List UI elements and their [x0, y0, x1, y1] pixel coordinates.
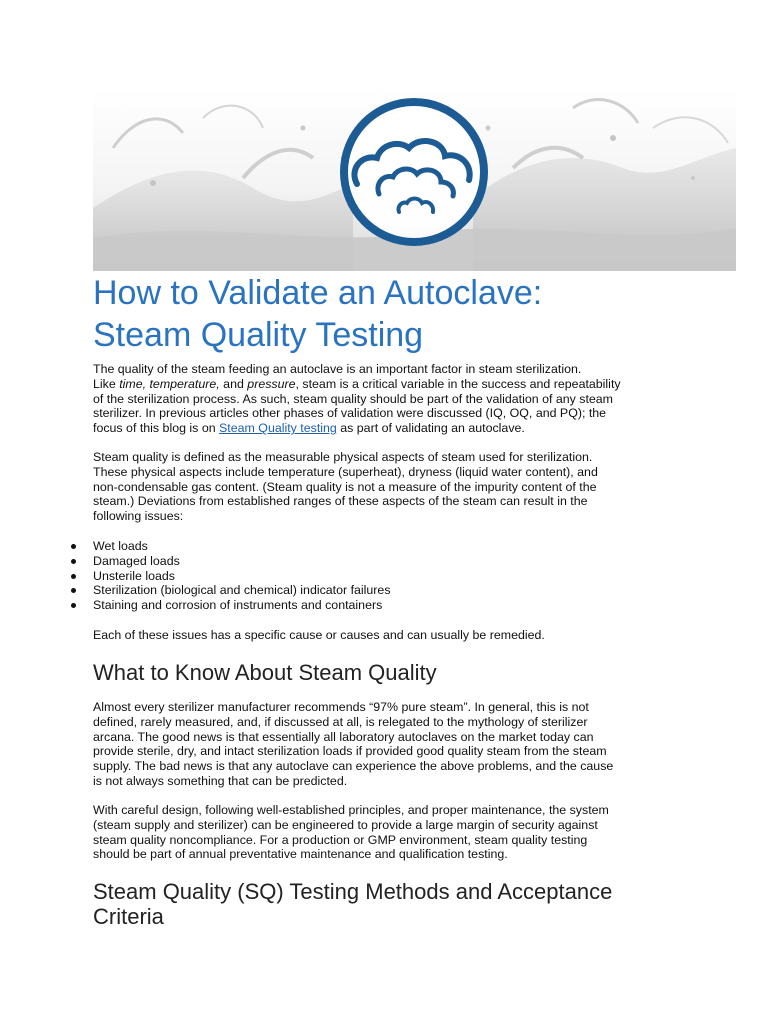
remedy-paragraph: [93, 628, 683, 643]
bullet-icon: [71, 544, 76, 549]
steam-quality-testing-link[interactable]: Steam Quality testing: [219, 421, 337, 436]
list-item: [0, 583, 600, 598]
paragraph-line: provide sterile, dry, and intact sterilization loads if provided good quality steam from the steam: [93, 744, 607, 759]
cloud-logo-icon: [342, 100, 486, 244]
definition-line: non-condensable gas content. (Steam quality is not a measure of the impurity content of the: [93, 479, 597, 494]
paragraph-line: supply. The bad news is that any autoclave can experience the above problems, and the cause: [93, 759, 614, 774]
definition-line: Steam quality is defined as the measurable physical aspects of steam used for sterilization.: [93, 450, 593, 464]
bullet-icon: [71, 559, 76, 564]
bullet-icon: [71, 603, 76, 608]
text-fragment: , steam is a critical variable in the success and repeatability: [295, 376, 621, 391]
list-item-text: Wet loads: [93, 539, 148, 553]
emphasis-text: time, temperature,: [119, 376, 220, 391]
text-fragment: and: [219, 376, 248, 391]
paragraph-line: arcana. The good news is that essentially all laboratory autoclaves on the market today can: [93, 729, 594, 744]
page-title: [93, 272, 733, 356]
definition-line: steam.) Deviations from established ranges of these aspects of the steam can result in the: [93, 494, 588, 509]
section-heading-text: Criteria: [93, 904, 164, 929]
bullet-icon: [71, 588, 76, 593]
header-banner-image: [93, 88, 736, 271]
paragraph-line: Almost every sterilizer manufacturer recommends “97% pure steam”. In general, this is not: [93, 700, 589, 714]
definition-line: following issues:: [93, 509, 184, 524]
section-heading-steam-quality: [93, 660, 713, 685]
bullet-icon: [71, 574, 76, 579]
intro-line: sterilizer. In previous articles other phases of validation were discussed (IQ, OQ, and PQ); the: [93, 406, 607, 421]
remedy-line: Each of these issues has a specific cause or causes and can usually be remedied.: [93, 628, 545, 642]
list-item: [0, 569, 600, 584]
paragraph-line: With careful design, following well-established principles, and proper maintenance, the system: [93, 803, 609, 817]
title-line-2: Steam Quality Testing: [93, 316, 424, 354]
list-item-text: Staining and corrosion of instruments and containers: [93, 598, 383, 613]
section1-paragraph-2: [93, 803, 683, 862]
title-line-1: How to Validate an Autoclave:: [93, 274, 543, 312]
list-item-text: Sterilization (biological and chemical) indicator failures: [93, 583, 391, 598]
paragraph-line: should be part of annual preventative maintenance and qualification testing.: [93, 847, 508, 862]
definition-line: These physical aspects include temperature (superheat), dryness (liquid water content), and: [93, 464, 598, 479]
section-heading-text: What to Know About Steam Quality: [93, 660, 437, 685]
list-item: [0, 539, 600, 554]
emphasis-text: pressure: [247, 376, 296, 391]
list-item-text: Damaged loads: [93, 553, 180, 568]
text-fragment: as part of validating an autoclave.: [336, 421, 525, 436]
paragraph-line: defined, rarely measured, and, if discussed at all, is relegated to the mythology of sterilizer: [93, 714, 588, 729]
list-item-text: Unsterile loads: [93, 568, 175, 583]
section-heading-sq-testing: [93, 879, 713, 929]
issues-list: [0, 539, 600, 613]
intro-paragraph: [93, 362, 683, 436]
intro-line: The quality of the steam feeding an autoclave is an important factor in steam sterilization.: [93, 362, 582, 376]
list-item: [0, 554, 600, 569]
paragraph-line: (steam supply and sterilizer) can be engineered to provide a large margin of security against: [93, 817, 598, 832]
list-item: [0, 598, 600, 613]
intro-line: [93, 377, 683, 392]
text-fragment: focus of this blog is on: [93, 421, 220, 436]
definition-paragraph: [93, 450, 683, 524]
paragraph-line: is not always something that can be predicted.: [93, 773, 348, 788]
intro-line: of the sterilization process. As such, steam quality should be part of the validation of any steam: [93, 391, 614, 406]
intro-line: [93, 421, 683, 436]
text-fragment: Like: [93, 376, 120, 391]
paragraph-line: steam quality noncompliance. For a production or GMP environment, steam quality testing: [93, 832, 588, 847]
section1-paragraph-1: [93, 700, 683, 789]
section-heading-text: Steam Quality (SQ) Testing Methods and Acceptance: [93, 879, 613, 904]
